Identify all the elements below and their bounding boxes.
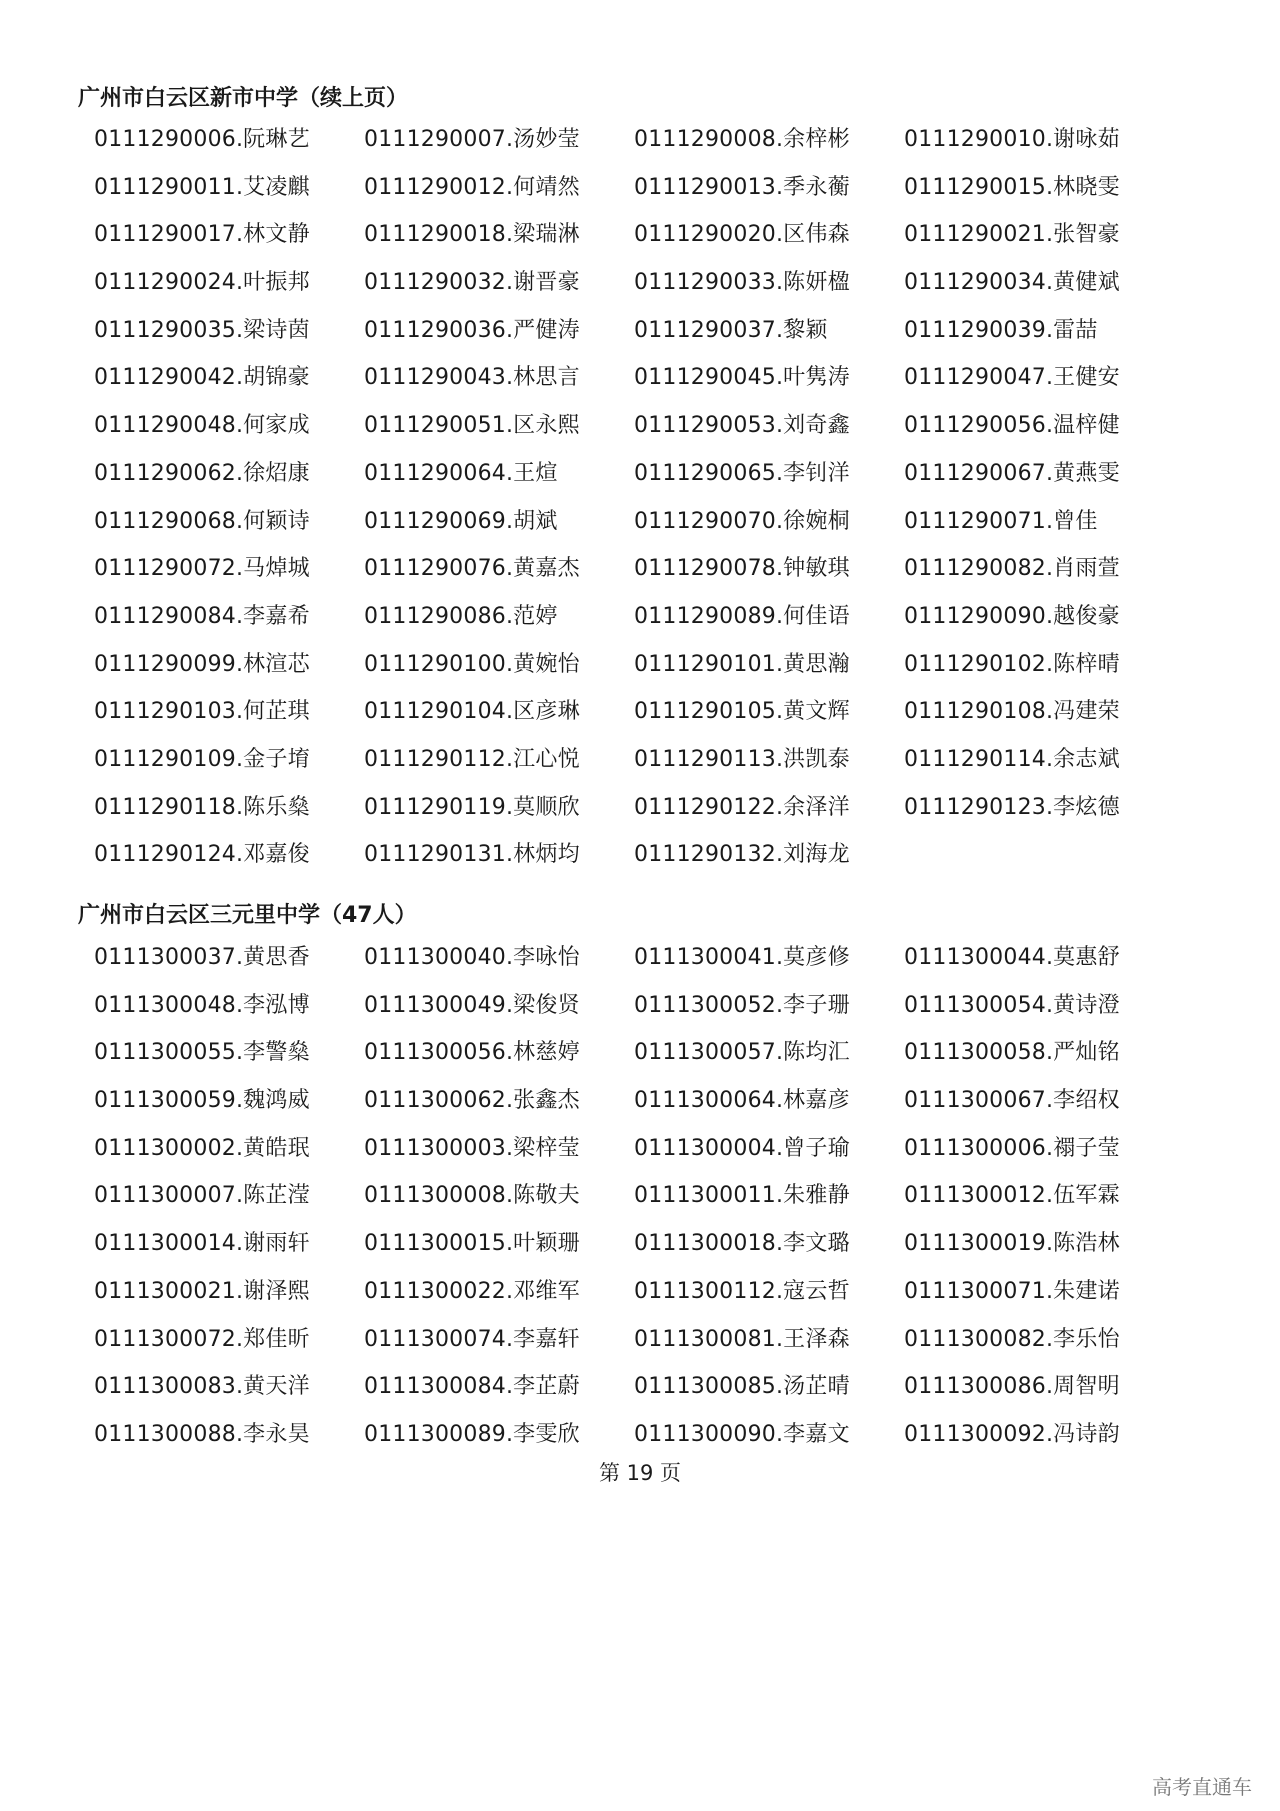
student-entry: 0111300049.梁俊贤: [364, 992, 580, 1018]
student-entry: 0111290112.江心悦: [364, 746, 580, 772]
page-number: 第 19 页: [598, 1461, 682, 1485]
student-entry: 0111300040.李咏怡: [364, 945, 580, 970]
student-entry: 0111290065.李钊洋: [634, 460, 850, 486]
student-entry: 0111290076.黄嘉杰: [364, 556, 580, 582]
student-entry: 0111290006.阮琳艺: [94, 127, 310, 152]
student-entry: 0111290131.林炳均: [364, 842, 580, 868]
student-entry: 0111290113.洪凯泰: [634, 746, 850, 772]
section-title-sanyuanli: 广州市白云区三元里中学（47人）: [78, 903, 417, 928]
student-entry: 0111290008.余梓彬: [634, 127, 850, 152]
student-entry: 0111290103.何芷琪: [94, 699, 310, 725]
student-entry: 0111300012.伍军霖: [904, 1183, 1120, 1209]
student-entry: 0111290100.黄婉怡: [364, 651, 580, 677]
student-entry: 0111300084.李芷蔚: [364, 1374, 580, 1400]
student-entry: 0111300019.陈浩林: [904, 1231, 1120, 1257]
student-entry: 0111290089.何佳语: [634, 603, 850, 629]
student-entry: 0111290021.张智豪: [904, 222, 1120, 248]
student-entry: 0111290034.黄健斌: [904, 270, 1120, 296]
student-entry: 0111300048.李泓博: [94, 992, 310, 1018]
student-entry: 0111290047.王健安: [904, 365, 1120, 391]
student-entry: 0111300059.魏鸿威: [94, 1088, 310, 1114]
student-entry: 0111300083.黄天洋: [94, 1374, 310, 1400]
student-entry: 0111290010.谢咏茹: [904, 127, 1120, 152]
student-entry: 0111290069.胡斌: [364, 508, 558, 534]
student-entry: 0111290048.何家成: [94, 413, 310, 439]
student-entry: 0111300090.李嘉文: [634, 1421, 850, 1447]
student-entry: 0111290072.马焯城: [94, 556, 310, 582]
student-entry: 0111300008.陈敬夫: [364, 1183, 580, 1209]
student-entry: 0111300064.林嘉彦: [634, 1088, 850, 1114]
student-entry: 0111290084.李嘉希: [94, 603, 310, 629]
student-entry: 0111300088.李永昊: [94, 1421, 310, 1447]
student-entry: 0111290102.陈梓晴: [904, 651, 1120, 677]
student-entry: 0111300011.朱雅静: [634, 1183, 850, 1209]
student-entry: 0111300004.曾子瑜: [634, 1135, 850, 1161]
student-entry: 0111290099.林渲芯: [94, 651, 310, 677]
student-entry: 0111300089.李雯欣: [364, 1421, 580, 1447]
student-entry: 0111290035.梁诗茵: [94, 317, 310, 343]
student-entry: 0111300071.朱建诺: [904, 1278, 1120, 1304]
student-entry: 0111290011.艾凌麒: [94, 174, 310, 200]
student-entry: 0111290067.黄燕雯: [904, 460, 1120, 486]
student-entry: 0111290114.余志斌: [904, 746, 1120, 772]
student-entry: 0111290105.黄文辉: [634, 699, 850, 725]
student-entry: 0111300015.叶颖珊: [364, 1231, 580, 1257]
student-list-sanyuanli: [94, 934, 1214, 1459]
student-entry: 0111290043.林思言: [364, 365, 580, 391]
student-entry: 0111290071.曾佳: [904, 508, 1098, 534]
student-entry: 0111290007.汤妙莹: [364, 127, 580, 152]
student-entry: 0111290045.叶隽涛: [634, 365, 850, 391]
student-entry: 0111290053.刘奇鑫: [634, 413, 850, 439]
student-entry: 0111290039.雷喆: [904, 317, 1098, 343]
student-entry: 0111290051.区永熙: [364, 413, 580, 439]
student-entry: 0111300006.禤子莹: [904, 1135, 1120, 1161]
student-entry: 0111300056.林慈婷: [364, 1040, 580, 1066]
student-entry: 0111300041.莫彦修: [634, 945, 850, 970]
student-entry: 0111290037.黎颖: [634, 317, 828, 343]
student-entry: 0111290118.陈乐燊: [94, 794, 310, 820]
student-entry: 0111290068.何颖诗: [94, 508, 310, 534]
student-entry: 0111300067.李绍权: [904, 1088, 1120, 1114]
student-entry: 0111300021.谢泽熙: [94, 1278, 310, 1304]
student-entry: 0111290086.范婷: [364, 603, 558, 629]
student-entry: 0111300085.汤芷晴: [634, 1374, 850, 1400]
student-entry: 0111290108.冯建荣: [904, 699, 1120, 725]
student-entry: 0111290012.何靖然: [364, 174, 580, 200]
student-entry: 0111290033.陈妍楹: [634, 270, 850, 296]
student-entry: 0111300018.李文璐: [634, 1231, 850, 1257]
watermark: 高考直通车: [1152, 1775, 1252, 1799]
student-entry: 0111300058.严灿铭: [904, 1040, 1120, 1066]
student-entry: 0111290070.徐婉桐: [634, 508, 850, 534]
student-entry: 0111290062.徐炤康: [94, 460, 310, 486]
student-entry: 0111300054.黄诗澄: [904, 992, 1120, 1018]
section-title-xinshi: 广州市白云区新市中学（续上页）: [78, 86, 409, 111]
student-entry: 0111290018.梁瑞淋: [364, 222, 580, 248]
student-entry: 0111290104.区彦琳: [364, 699, 580, 725]
student-entry: 0111290013.季永蘅: [634, 174, 850, 200]
student-entry: 0111290017.林文静: [94, 222, 310, 248]
student-entry: 0111300072.郑佳昕: [94, 1326, 310, 1352]
student-entry: 0111300002.黄皓珉: [94, 1135, 310, 1161]
student-entry: 0111300081.王泽森: [634, 1326, 850, 1352]
student-entry: 0111300112.寇云哲: [634, 1278, 850, 1304]
student-entry: 0111300037.黄思香: [94, 945, 310, 970]
student-entry: 0111290124.邓嘉俊: [94, 842, 310, 868]
student-entry: 0111290132.刘海龙: [634, 842, 850, 868]
student-list-xinshi: [94, 116, 1214, 879]
student-entry: 0111300057.陈均汇: [634, 1040, 850, 1066]
student-entry: 0111290090.越俊豪: [904, 603, 1120, 629]
student-entry: 0111300014.谢雨轩: [94, 1231, 310, 1257]
student-entry: 0111300062.张鑫杰: [364, 1088, 580, 1114]
student-entry: 0111290082.肖雨萱: [904, 556, 1120, 582]
student-entry: 0111300055.李警燊: [94, 1040, 310, 1066]
student-entry: 0111300074.李嘉轩: [364, 1326, 580, 1352]
student-entry: 0111300082.李乐怡: [904, 1326, 1120, 1352]
student-entry: 0111290109.金子堉: [94, 746, 310, 772]
student-entry: 0111290042.胡锦豪: [94, 365, 310, 391]
student-entry: 0111290036.严健涛: [364, 317, 580, 343]
student-entry: 0111300052.李子珊: [634, 992, 850, 1018]
student-entry: 0111290119.莫顺欣: [364, 794, 580, 820]
student-entry: 0111300092.冯诗韵: [904, 1421, 1120, 1447]
student-entry: 0111300044.莫惠舒: [904, 945, 1120, 970]
student-entry: 0111300003.梁梓莹: [364, 1135, 580, 1161]
student-entry: 0111300086.周智明: [904, 1374, 1120, 1400]
student-entry: 0111290064.王煊: [364, 460, 558, 486]
student-entry: 0111290123.李炫德: [904, 794, 1120, 820]
student-entry: 0111300022.邓维军: [364, 1278, 580, 1304]
student-entry: 0111290078.钟敏琪: [634, 556, 850, 582]
student-entry: 0111290101.黄思瀚: [634, 651, 850, 677]
student-entry: 0111290020.区伟森: [634, 222, 850, 248]
student-entry: 0111300007.陈芷滢: [94, 1183, 310, 1209]
student-entry: 0111290024.叶振邦: [94, 270, 310, 296]
student-entry: 0111290032.谢晋豪: [364, 270, 580, 296]
student-entry: 0111290015.林晓雯: [904, 174, 1120, 200]
student-entry: 0111290056.温梓健: [904, 413, 1120, 439]
student-entry: 0111290122.余泽洋: [634, 794, 850, 820]
